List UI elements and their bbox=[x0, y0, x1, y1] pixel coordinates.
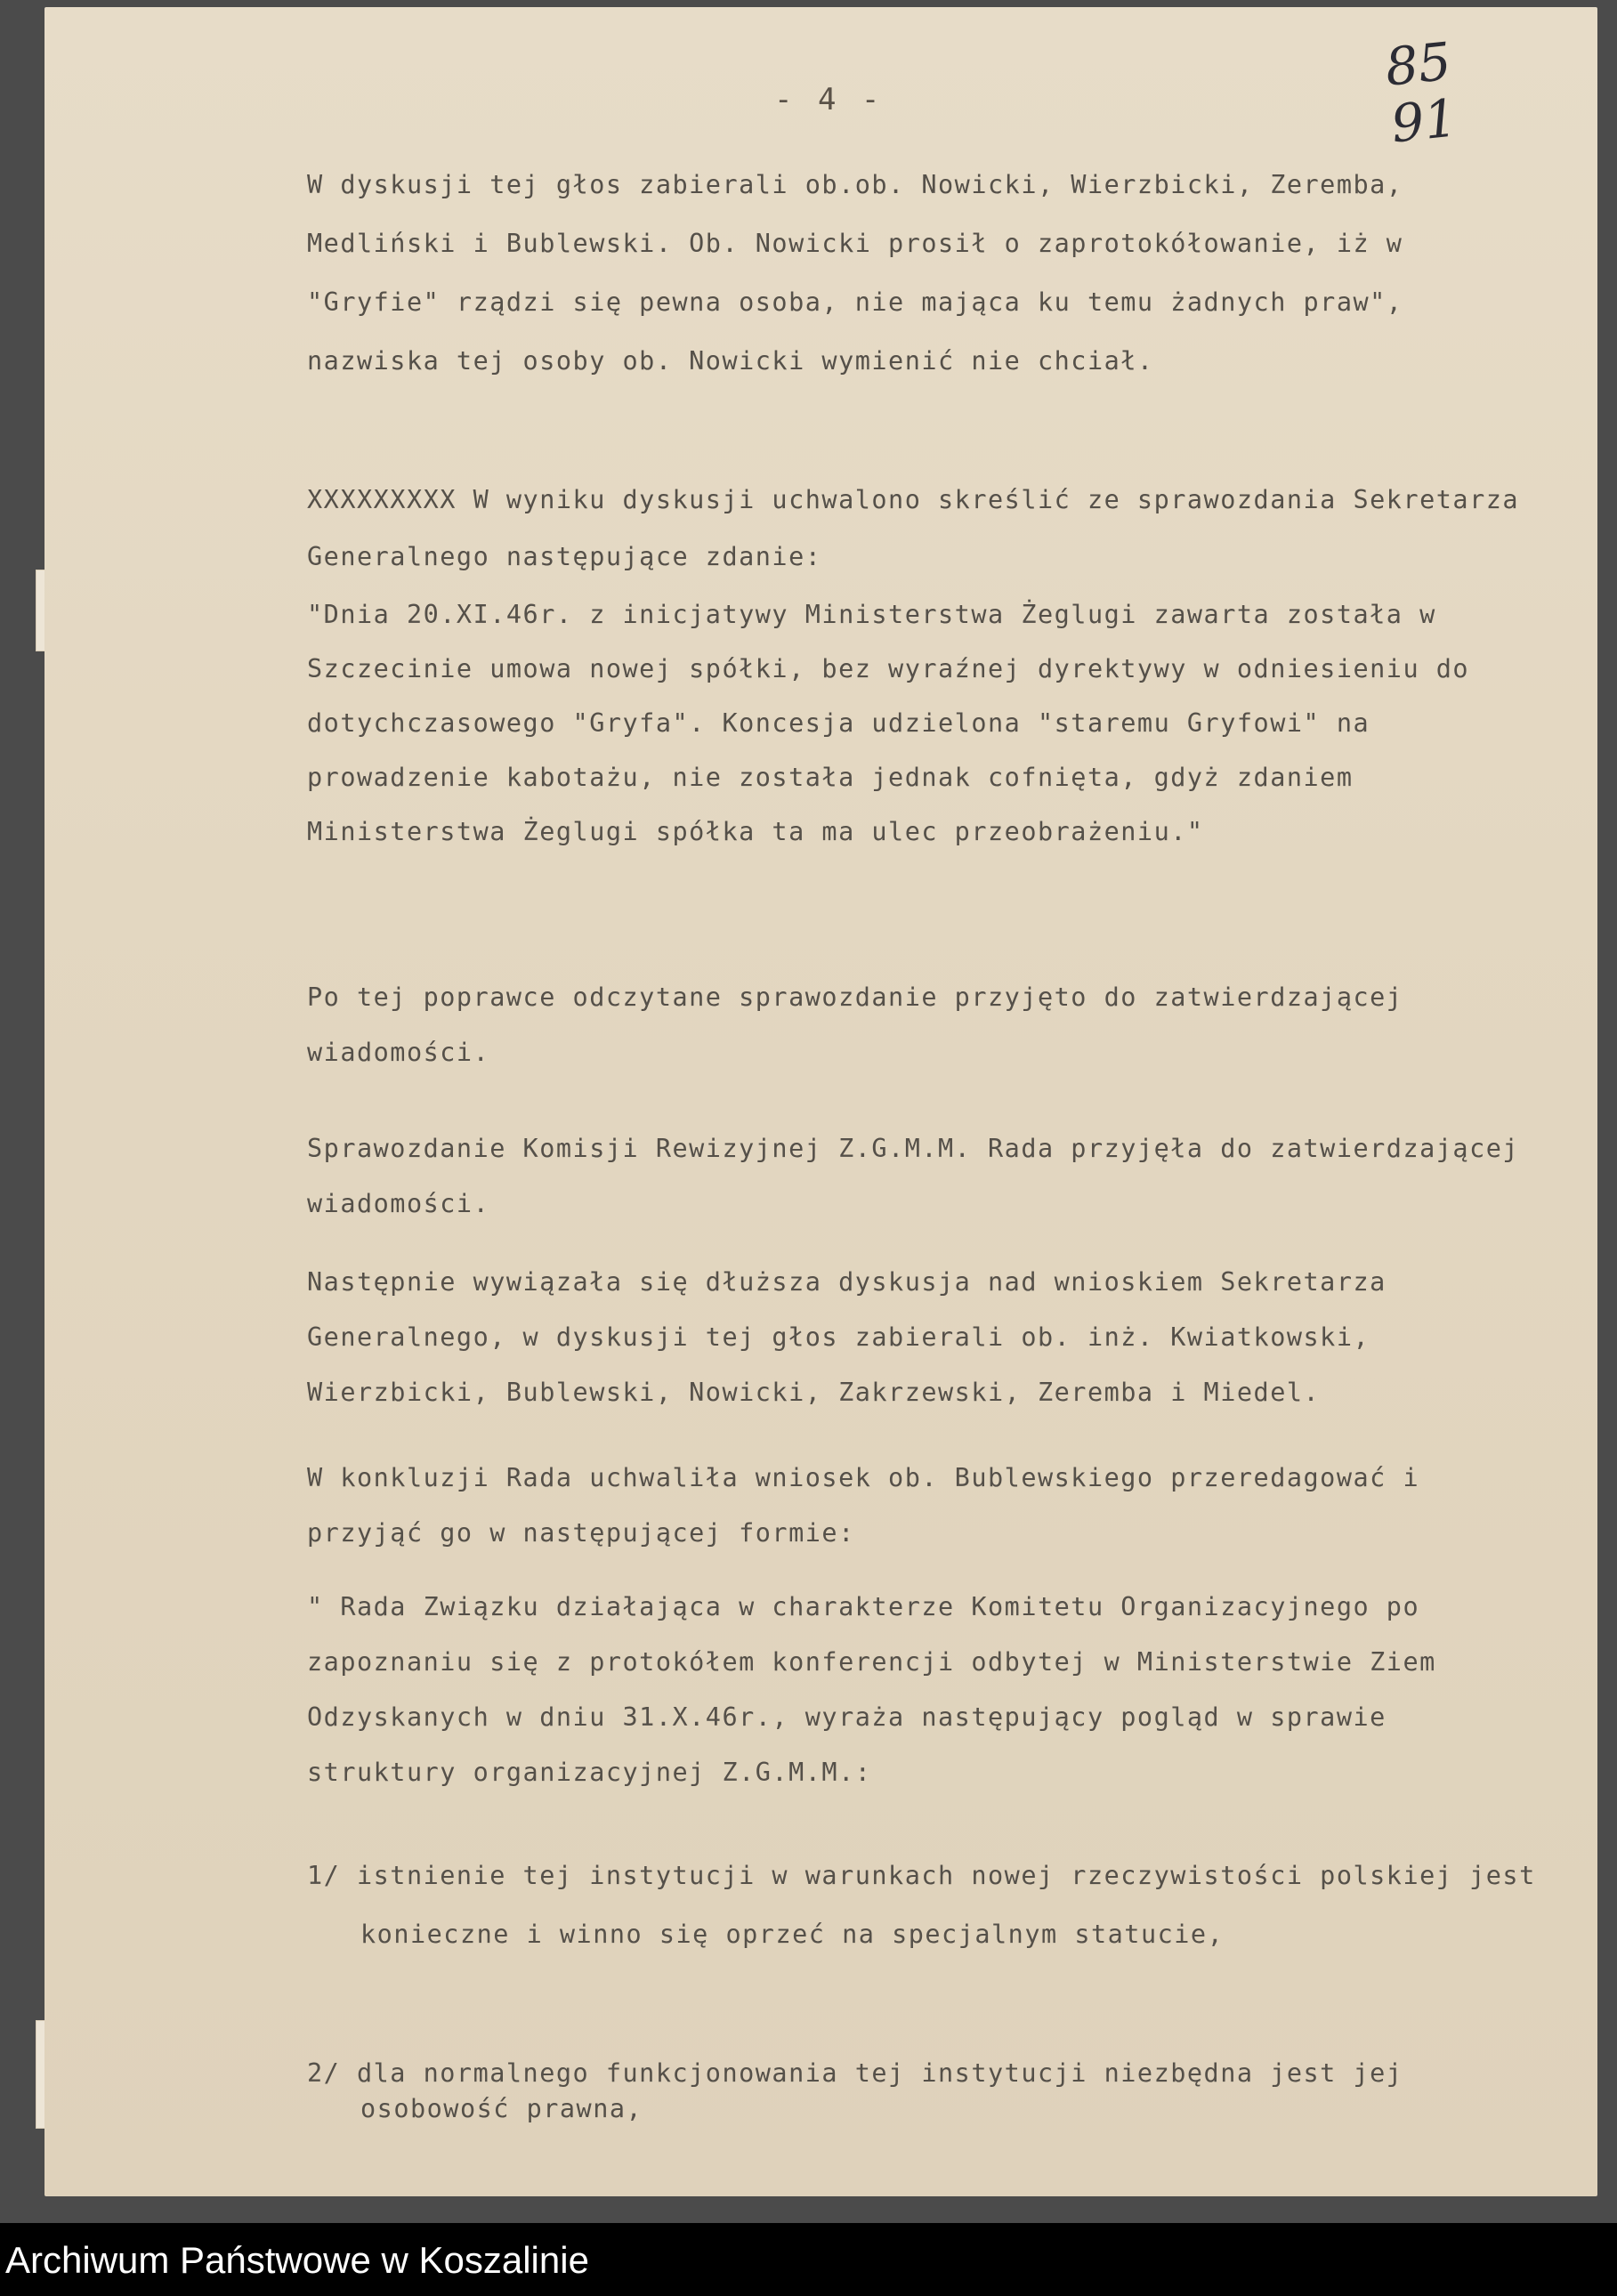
page-number: - 4 - bbox=[774, 82, 884, 117]
paragraph: Następnie wywiązała się dłuższa dyskusja nad wnioskiem Sekretarza Generalnego, w dyskusji tej głos zabierali ob. inż. Kwiatkowski, Wierzbicki, Bublewski, Nowicki, Zakrzewski, Zeremba i Miedel. bbox=[307, 1267, 1387, 1407]
paragraph: Po tej poprawce odczytane sprawozdanie przyjęto do zatwierdzającej wiadomości. bbox=[307, 982, 1403, 1067]
paragraph: W dyskusji tej głos zabierali ob.ob. Nowicki, Wierzbicki, Zeremba, Medliński i Bublewski. Ob. Nowicki prosił o zaprotokółowanie, iż w "Gryfie" rządzi się pewna osoba, nie mająca ku temu żadnych praw", nazwiska tej osoby ob. Nowicki wymienić nie chciał. bbox=[307, 170, 1403, 376]
handwritten-folio-number: 85 91 bbox=[1382, 30, 1460, 155]
archive-footer-bar bbox=[0, 2223, 1617, 2296]
paragraph: W konkluzji Rada uchwaliła wniosek ob. Bublewskiego przeredagować i przyjąć go w następującej formie: bbox=[307, 1463, 1420, 1548]
paragraph: "Dnia 20.XI.46r. z inicjatywy Ministerstwa Żeglugi zawarta została w Szczecinie umowa nowej spółki, bez wyraźnej dyrektywy w odniesieniu do dotychczasowego "Gryfa". Koncesja udzielona "staremu Gryfowi" na prowadzenie kabotażu, nie została jednak cofnięta, gdyż zdaniem Ministerstwa Żeglugi spółka ta ma ulec przeobrażeniu." bbox=[307, 600, 1470, 846]
paragraph: " Rada Związku działająca w charakterze Komitetu Organizacyjnego po zapoznaniu się z protokółem konferencji odbytej w Ministerstwie Ziem Odzyskanych w dniu 31.X.46r., wyraża następujący pogląd w sprawie struktury organizacyjnej Z.G.M.M.: bbox=[307, 1592, 1436, 1787]
paragraph: XXXXXXXXX W wyniku dyskusji uchwalono skreślić ze sprawozdania Sekretarza Generalnego następujące zdanie: bbox=[307, 485, 1520, 571]
archive-name: Archiwum Państwowe w Koszalinie bbox=[5, 2239, 589, 2281]
list-item: 1/ istnienie tej instytucji w warunkach nowej rzeczywistości polskiej jest konieczne i winno się oprzeć na specjalnym statucie, bbox=[307, 1861, 1536, 1949]
paragraph: Sprawozdanie Komisji Rewizyjnej Z.G.M.M. Rada przyjęła do zatwierdzającej wiadomości. bbox=[307, 1134, 1520, 1218]
list-item: 2/ dla normalnego funkcjonowania tej instytucji niezbędna jest jej osobowość prawna, bbox=[307, 2058, 1403, 2123]
